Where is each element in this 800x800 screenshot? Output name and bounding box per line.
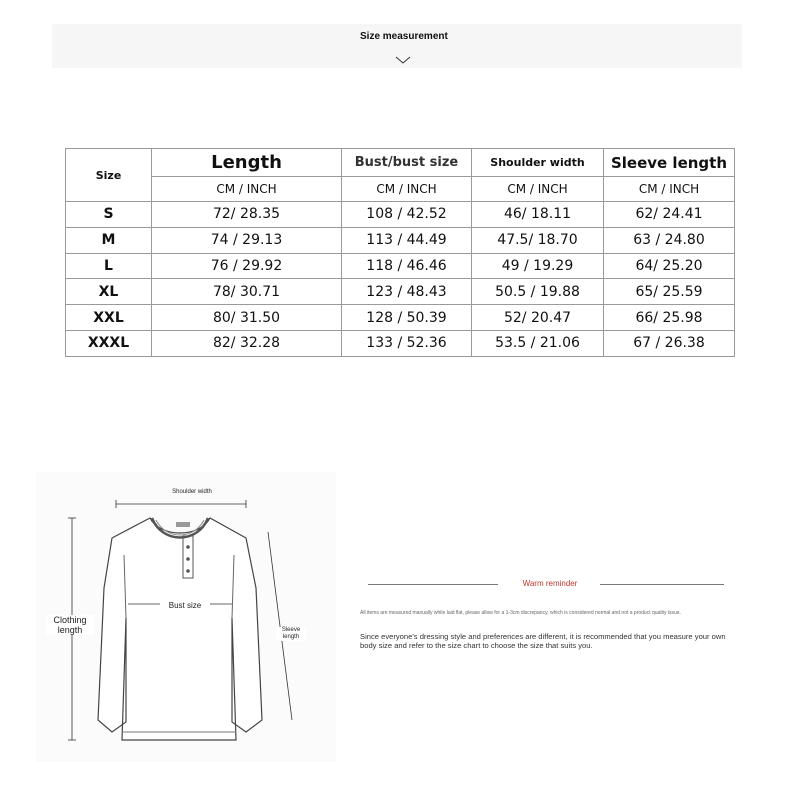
size-cell: XL <box>66 279 152 305</box>
warm-reminder <box>360 572 740 652</box>
chevron-down-icon <box>395 56 411 64</box>
header-length: Length <box>152 149 342 177</box>
sleeve-cell: 67 / 26.38 <box>604 330 735 356</box>
bust-cell: 133 / 52.36 <box>342 330 472 356</box>
header-bust: Bust/bust size <box>342 149 472 177</box>
table-row <box>66 253 735 279</box>
table-row <box>66 227 735 253</box>
shoulder-width-label: Shoulder width <box>172 489 212 495</box>
reminder-body: Since everyone's dressing style and preferences are different, it is recommended that you measure your own body size and refer to the size chart to choose the size that suits you. <box>360 632 726 650</box>
unit-label: CM / INCH <box>342 177 472 202</box>
page-title: Size measurement <box>360 31 448 42</box>
table-row <box>66 279 735 305</box>
size-chart-table <box>65 148 735 357</box>
size-cell: S <box>66 202 152 228</box>
table-row <box>66 305 735 331</box>
header-sleeve: Sleeve length <box>604 149 735 177</box>
sleeve-cell: 64/ 25.20 <box>604 253 735 279</box>
shoulder-cell: 52/ 20.47 <box>472 305 604 331</box>
shoulder-cell: 47.5/ 18.70 <box>472 227 604 253</box>
shirt-outline-icon <box>0 420 360 770</box>
length-cell: 72/ 28.35 <box>152 202 342 228</box>
header-shoulder: Shoulder width <box>472 149 604 177</box>
header-size: Size <box>66 149 152 202</box>
header-row <box>66 149 735 177</box>
bust-cell: 128 / 50.39 <box>342 305 472 331</box>
length-cell: 74 / 29.13 <box>152 227 342 253</box>
table-row <box>66 330 735 356</box>
reminder-title: Warm reminder <box>522 579 578 588</box>
length-cell: 82/ 32.28 <box>152 330 342 356</box>
sleeve-cell: 63 / 24.80 <box>604 227 735 253</box>
bust-cell: 113 / 44.49 <box>342 227 472 253</box>
sleeve-length-label: Sleeve length <box>276 627 306 641</box>
size-cell: M <box>66 227 152 253</box>
bust-cell: 123 / 48.43 <box>342 279 472 305</box>
size-cell: L <box>66 253 152 279</box>
size-cell: XXL <box>66 305 152 331</box>
divider <box>600 584 724 585</box>
clothing-length-label: Clothing length <box>46 615 94 635</box>
unit-row <box>66 177 735 202</box>
unit-label: CM / INCH <box>604 177 735 202</box>
shoulder-cell: 53.5 / 21.06 <box>472 330 604 356</box>
reminder-note: All items are measured manually while laid flat, please allow for a 1-3cm discrepancy, which is considered normal and not a product quality issue. <box>360 610 681 616</box>
measurement-diagram <box>0 420 360 770</box>
table-row <box>66 202 735 228</box>
length-cell: 76 / 29.92 <box>152 253 342 279</box>
sleeve-cell: 66/ 25.98 <box>604 305 735 331</box>
bust-size-label: Bust size <box>160 601 210 611</box>
size-cell: XXXL <box>66 330 152 356</box>
unit-label: CM / INCH <box>152 177 342 202</box>
bust-cell: 108 / 42.52 <box>342 202 472 228</box>
length-cell: 78/ 30.71 <box>152 279 342 305</box>
shoulder-cell: 46/ 18.11 <box>472 202 604 228</box>
unit-label: CM / INCH <box>472 177 604 202</box>
sleeve-cell: 62/ 24.41 <box>604 202 735 228</box>
sleeve-cell: 65/ 25.59 <box>604 279 735 305</box>
shoulder-cell: 49 / 19.29 <box>472 253 604 279</box>
length-cell: 80/ 31.50 <box>152 305 342 331</box>
divider <box>368 584 498 585</box>
shoulder-cell: 50.5 / 19.88 <box>472 279 604 305</box>
bust-cell: 118 / 46.46 <box>342 253 472 279</box>
